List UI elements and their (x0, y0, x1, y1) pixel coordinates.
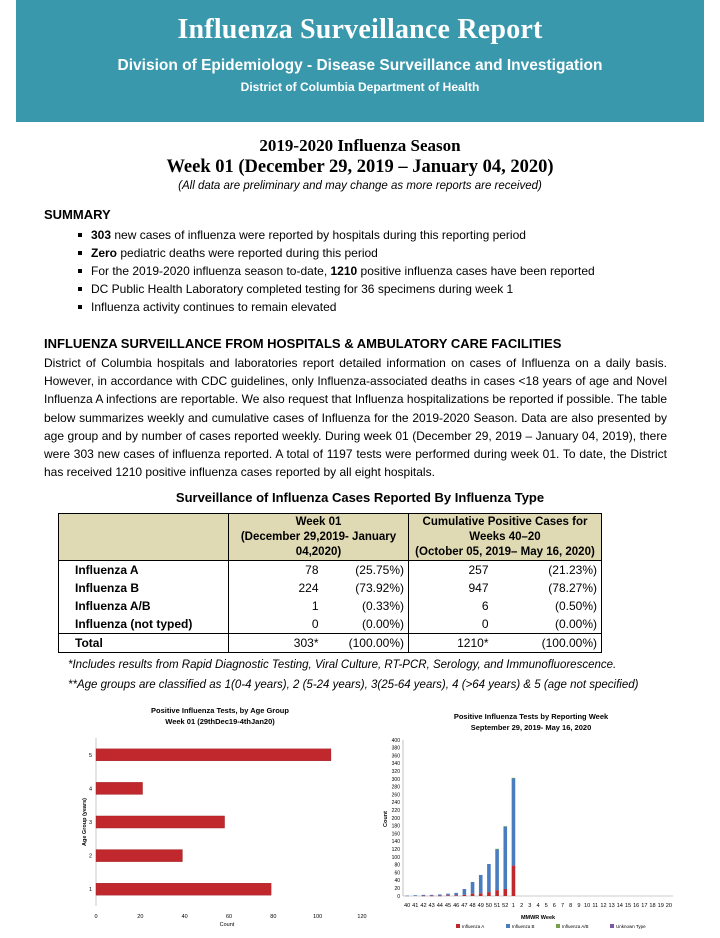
x-tick-label: 16 (633, 903, 640, 909)
footnote-methods: *Includes results from Rapid Diagnostic Testing, Viral Culture, RT-PCR, Serology, and Immunofluorescence. (68, 659, 617, 671)
chart-subtitle: Week 01 (29thDec19-4thJan20) (165, 717, 275, 726)
bar-segment (430, 895, 434, 896)
x-tick-label: 45 (444, 903, 452, 909)
x-tick-label: 12 (600, 903, 607, 909)
y-tick-label: 120 (391, 847, 400, 853)
bar-segment (422, 895, 426, 896)
x-tick-label: 9 (577, 903, 581, 909)
x-tick-label: 3 (528, 903, 532, 909)
y-tick-label: 0 (397, 893, 400, 900)
x-tick-label: 41 (412, 903, 419, 909)
y-tick-label: 1 (88, 887, 92, 894)
x-tick-label: 49 (477, 903, 484, 909)
bar-segment (438, 896, 442, 897)
y-tick-label: 180 (391, 823, 400, 830)
legend-swatch (506, 924, 510, 928)
bar (96, 816, 225, 828)
y-axis-label: Age Group (years) (82, 798, 88, 846)
age-group-chart (70, 700, 380, 932)
bar-segment (495, 890, 499, 896)
bar-segment (512, 866, 516, 896)
chart-subtitle: September 29, 2019- May 16, 2020 (470, 723, 592, 732)
bar-segment (503, 827, 507, 889)
x-tick-label: 5 (544, 903, 548, 909)
x-tick-label: 100 (313, 914, 323, 920)
summary-item: Zero pediatric deaths were reported during this period (78, 244, 595, 262)
chart-title: Positive Influenza Tests, by Age Group (151, 706, 289, 715)
x-tick-label: 0 (94, 914, 98, 920)
bar-segment (471, 882, 475, 894)
x-tick-label: 52 (502, 903, 509, 909)
bar-segment (438, 894, 442, 895)
x-tick-label: 42 (420, 903, 427, 909)
plot-area (392, 738, 673, 909)
y-tick-label: 40 (394, 878, 400, 885)
bar-segment (430, 896, 434, 897)
bar-segment (503, 889, 507, 896)
chart-title: Positive Influenza Tests by Reporting Week (453, 712, 609, 721)
bar-segment (495, 849, 499, 850)
season-title: 2019-2020 Influenza Season (259, 136, 461, 155)
summary-item: DC Public Health Laboratory completed testing for 36 specimens during week 1 (78, 280, 595, 298)
x-tick-label: 19 (657, 903, 664, 909)
report-banner (16, 0, 704, 122)
week-header-cell: Week 01 (December 29,2019- January 04,2020) (229, 514, 409, 561)
weekly-chart (378, 706, 678, 934)
x-tick-label: 60 (225, 914, 233, 920)
y-tick-label: 2 (88, 853, 92, 860)
y-tick-label: 340 (391, 761, 400, 768)
y-tick-label: 380 (391, 745, 400, 752)
y-tick-label: 280 (391, 784, 400, 791)
chart-legend (456, 924, 646, 929)
y-axis-label: Count (383, 811, 389, 827)
x-tick-label: 80 (270, 914, 277, 920)
x-tick-label: 44 (436, 903, 443, 909)
x-tick-label: 40 (181, 914, 188, 920)
bar-segment (495, 849, 499, 890)
legend-label: Influenza B (512, 924, 535, 929)
x-tick-label: 43 (428, 903, 435, 909)
x-tick-label: 46 (453, 903, 460, 909)
bar-segment (512, 778, 516, 865)
y-tick-label: 260 (391, 792, 400, 799)
table-row: Influenza (not typed) 0 (0.00%) 0 (0.00%) (59, 615, 602, 634)
bar-segment (512, 778, 516, 779)
table-row: Influenza B 224 (73.92%) 947 (78.27%) (59, 579, 602, 597)
preliminary-note: (All data are preliminary and may change as more reports are received) (178, 180, 542, 192)
y-tick-label: 20 (394, 886, 400, 892)
division-name: Division of Epidemiology - Disease Surveillance and Investigation (117, 57, 603, 74)
summary-heading: SUMMARY (44, 207, 111, 222)
legend-swatch (456, 924, 460, 928)
y-tick-label: 160 (391, 831, 400, 838)
legend-label: Unknown Type (616, 924, 646, 929)
summary-list (78, 226, 595, 316)
plot-area (89, 738, 367, 920)
x-tick-label: 20 (137, 914, 144, 920)
x-tick-label: 1 (511, 903, 516, 909)
x-tick-label: 4 (536, 903, 540, 909)
legend-label: Influenza A/B (562, 924, 589, 929)
x-tick-label: 20 (665, 903, 673, 909)
table-title: Surveillance of Influenza Cases Reported By Influenza Type (175, 490, 545, 505)
bar-segment (463, 895, 467, 896)
x-tick-label: 48 (469, 903, 476, 909)
y-tick-label: 60 (394, 870, 400, 877)
legend-swatch (556, 924, 560, 928)
x-tick-label: 18 (649, 903, 656, 909)
y-tick-label: 200 (391, 815, 400, 822)
bar-segment (487, 864, 491, 892)
x-tick-label: 15 (624, 903, 632, 909)
y-tick-label: 220 (391, 808, 400, 814)
footnote-age-groups: **Age groups are classified as 1(0-4 years), 2 (5-24 years), 3(25-64 years), 4 (>64 years) & 5 (age not specified) (68, 679, 639, 691)
bar-segment (454, 895, 458, 896)
x-tick-label: 8 (569, 903, 573, 909)
bar-segment (479, 875, 483, 893)
bar-segment (487, 892, 491, 896)
bar (96, 782, 143, 794)
report-title: Influenza Surveillance Report (177, 14, 543, 45)
department-name: District of Columbia Department of Health (240, 80, 480, 94)
x-tick-label: 50 (485, 903, 493, 909)
y-tick-label: 240 (391, 800, 400, 807)
legend-label: Influenza A (462, 924, 485, 929)
y-tick-label: 3 (88, 820, 92, 826)
bar-segment (471, 894, 475, 896)
bar-segment (422, 896, 426, 897)
y-tick-label: 320 (391, 769, 400, 775)
y-tick-label: 100 (391, 854, 400, 861)
x-tick-label: 120 (357, 914, 367, 920)
x-tick-label: 17 (641, 903, 648, 909)
y-tick-label: 300 (391, 776, 400, 783)
y-tick-label: 80 (394, 862, 400, 869)
y-tick-label: 360 (391, 753, 400, 760)
x-tick-label: 10 (583, 903, 591, 909)
x-axis-label: MMWR Week (520, 915, 556, 921)
x-tick-label: 51 (493, 903, 501, 909)
bar-segment (463, 889, 467, 895)
summary-item: Influenza activity continues to remain elevated (78, 298, 595, 316)
header-blank (59, 514, 229, 561)
x-tick-label: 7 (560, 903, 565, 909)
bar-segment (446, 894, 450, 896)
summary-item: 303 new cases of influenza were reported by hospitals during this reporting period (78, 226, 595, 244)
bar-segment (503, 826, 507, 827)
bar-segment (479, 893, 483, 896)
bar (96, 850, 182, 862)
x-tick-label: 47 (461, 903, 468, 909)
cumulative-header-cell: Cumulative Positive Cases for Weeks 40–20 (October 05, 2019– May 16, 2020) (409, 514, 602, 561)
y-tick-label: 5 (88, 752, 92, 759)
x-tick-label: 14 (616, 903, 623, 909)
bar-segment (413, 895, 417, 896)
week-title: Week 01 (December 29, 2019 – January 04, 2020) (166, 157, 554, 177)
x-tick-label: 11 (592, 903, 599, 909)
x-tick-label: 40 (403, 903, 411, 909)
x-tick-label: 13 (608, 903, 615, 909)
summary-item: For the 2019-2020 influenza season to-date, 1210 positive influenza cases have been reported (78, 262, 595, 280)
table-header-row (59, 514, 602, 561)
x-tick-label: 2 (520, 903, 524, 909)
y-tick-label: 140 (391, 839, 400, 846)
x-axis-label: Count (219, 922, 235, 928)
bar-segment (446, 895, 450, 896)
bar (96, 883, 271, 895)
table-row: Influenza A/B 1 (0.33%) 6 (0.50%) (59, 597, 602, 615)
y-tick-label: 400 (391, 737, 400, 744)
y-tick-label: 4 (88, 786, 92, 793)
table-row: Influenza A 78 (25.75%) 257 (21.23%) (59, 561, 602, 580)
bar-segment (405, 896, 409, 897)
table-total-row: Total 303* (100.00%) 1210* (100.00%) (59, 634, 602, 653)
section-paragraph: District of Columbia hospitals and laboratories report detailed information on cases of Influenza on a daily basis. However, in accordance with CDC guidelines, only Influenza-associated deaths in cases <18 years of age and Novel Influenza A infections are reportable. We also request that Influenza hospitalizations be reported if possible. The table below summarizes weekly and cumulative cases of Influenza for the 2019-2020 Season. Data are also presented by age group and by number of cases reported weekly. During week 01 (December 29, 2019 – January 04, 2019), there were 303 new cases of influenza reported. A total of 1197 tests were performed during week 01. To date, the District has received 1210 positive influenza cases reported by all eight hospitals. (44, 356, 667, 480)
bar-segment (454, 893, 458, 895)
surveillance-table (58, 513, 602, 653)
bar (96, 749, 331, 761)
x-tick-label: 6 (552, 903, 556, 909)
section-heading: INFLUENZA SURVEILLANCE FROM HOSPITALS & AMBULATORY CARE FACILITIES (44, 336, 562, 351)
legend-swatch (610, 924, 614, 928)
